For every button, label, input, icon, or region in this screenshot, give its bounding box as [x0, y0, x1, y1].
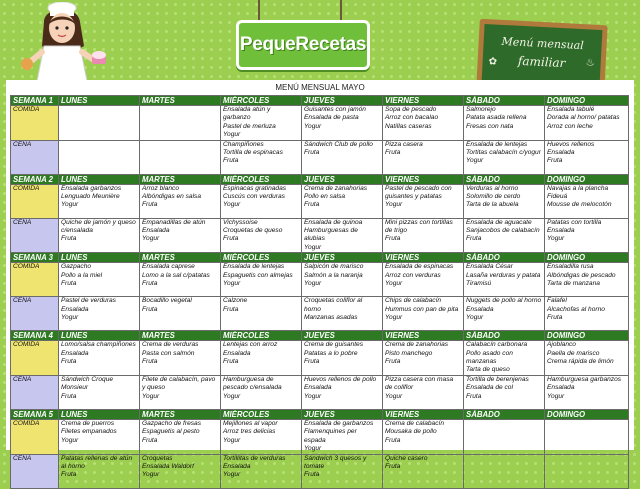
menu-cell: Ensalada César Lasaña verduras y patata Tiramisú [464, 263, 545, 297]
menu-cell: Sopa de pescado Arroz con bacalao Natillas caseras [383, 106, 464, 141]
day-header: MARTES [140, 409, 221, 419]
menu-cell: Nuggets de pollo al horno Ensalada Yogur [464, 297, 545, 331]
menu-cell: Gazpacho de fresas Espaguetis al pesto Fruta [140, 419, 221, 454]
menu-cell: Ensaladilla rusa Albóndigas de pescado Tarta de manzana [545, 263, 629, 297]
menu-cell: Salmorejo Patata asada rellena Fresas con nata [464, 106, 545, 141]
comida-label: COMIDA [11, 263, 59, 297]
comida-row [11, 419, 629, 454]
day-header: VIERNES [383, 96, 464, 106]
comida-row [11, 106, 629, 141]
comida-label: COMIDA [11, 341, 59, 376]
day-header: VIERNES [383, 331, 464, 341]
menu-cell [59, 106, 140, 141]
menu-cell: Pastel de verduras Ensalada Yogur [59, 297, 140, 331]
menu-cell: Crema de calabacín Mousaka de pollo Fruta [383, 419, 464, 454]
day-header: SÁBADO [464, 253, 545, 263]
comida-label: COMIDA [11, 106, 59, 141]
menu-cell: Arroz blanco Albóndigas en salsa Fruta [140, 184, 221, 218]
menu-cell: Crema de zanahorias Pollo en salsa Fruta [302, 184, 383, 218]
chef-doodle-icon: ♨ [585, 57, 595, 69]
menu-cell: Croquetas Ensalada Waldorf Yogur [140, 454, 221, 488]
comida-label: COMIDA [11, 419, 59, 454]
day-header: LUNES [59, 409, 140, 419]
menu-table [10, 95, 629, 489]
comida-row [11, 184, 629, 218]
menu-cell: Ensalada de garbanzos Flamenquines per espada Yogur [302, 419, 383, 454]
day-header: MIÉRCOLES [221, 253, 302, 263]
menu-cell: Espinacas gratinadas Cuscús con verduras Yogur [221, 184, 302, 218]
day-header: MARTES [140, 96, 221, 106]
day-header: VIERNES [383, 409, 464, 419]
week-label: SEMANA 2 [11, 174, 59, 184]
day-header: JUEVES [302, 174, 383, 184]
cena-row [11, 375, 629, 409]
day-header: VIERNES [383, 253, 464, 263]
cena-label: CENA [11, 375, 59, 409]
menu-panel [6, 80, 634, 479]
day-header: DOMINGO [545, 174, 629, 184]
menu-cell: Guisantes con jamón Ensalada de pasta Yogur [302, 106, 383, 141]
menu-cell: Verduras al horno Solomillo de cerdo Tarta de la abuela [464, 184, 545, 218]
menu-cell [59, 140, 140, 174]
logo-string-right [340, 0, 342, 20]
week-header-row [11, 96, 629, 106]
menu-cell: Croquetas coliflor al horno Manzanas asadas [302, 297, 383, 331]
day-header: DOMINGO [545, 331, 629, 341]
menu-cell: Lomo/salsa champiñones Ensalada Fruta [59, 341, 140, 376]
menu-cell: Ensalada de lentejas Tortitas calabacín c/yogur Yogur [464, 140, 545, 174]
cena-label: CENA [11, 297, 59, 331]
day-header: JUEVES [302, 331, 383, 341]
day-header: MARTES [140, 331, 221, 341]
menu-cell [464, 454, 545, 488]
menu-cell: Salpicón de marisco Salmón a la naranja Yogur [302, 263, 383, 297]
menu-cell: Ensalada de aguacate Sanjacobos de calabacín Fruta [464, 218, 545, 253]
cena-row [11, 454, 629, 488]
menu-cell: Patatas rellenas de atún al horno Fruta [59, 454, 140, 488]
day-header: SÁBADO [464, 96, 545, 106]
menu-cell: Lentejas con arroz Ensalada Fruta [221, 341, 302, 376]
week-header-row [11, 331, 629, 341]
comida-row [11, 263, 629, 297]
week-label: SEMANA 3 [11, 253, 59, 263]
day-header: MIÉRCOLES [221, 331, 302, 341]
day-header: LUNES [59, 253, 140, 263]
day-header: MIÉRCOLES [221, 409, 302, 419]
menu-cell: Vichyssoise Croquetas de queso Fruta [221, 218, 302, 253]
menu-cell: Mejillones al vapor Arroz tres delicias Yogur [221, 419, 302, 454]
menu-cell [140, 140, 221, 174]
day-header: JUEVES [302, 96, 383, 106]
cena-row [11, 297, 629, 331]
menu-cell: Ensalada de lentejas Espaguetis con almejas Yogur [221, 263, 302, 297]
menu-cell: Sándwich Club de pollo Fruta [302, 140, 383, 174]
day-header: DOMINGO [545, 96, 629, 106]
menu-cell: Huevos rellenos de pollo Ensalada Yogur [302, 375, 383, 409]
menu-cell: Tortillitas de verduras Ensalada Yogur [221, 454, 302, 488]
menu-cell: Navajas a la plancha Fideuá Mousse de melocotón [545, 184, 629, 218]
comida-row [11, 341, 629, 376]
day-header: MIÉRCOLES [221, 174, 302, 184]
menu-cell: Pastel de pescado con guisantes y patatas Yogur [383, 184, 464, 218]
menu-cell [464, 419, 545, 454]
menu-cell: Huevos rellenos Ensalada Fruta [545, 140, 629, 174]
day-header: LUNES [59, 331, 140, 341]
week-header-row [11, 253, 629, 263]
menu-cell [545, 454, 629, 488]
site-logo[interactable]: PequeRecetas [236, 20, 370, 70]
week-header-row [11, 409, 629, 419]
chalkboard-line-2: familiar [517, 53, 566, 71]
menu-cell: Chips de calabacín Hummus con pan de pita Yogur [383, 297, 464, 331]
chalkboard-line-1: Menú mensual [501, 34, 585, 53]
menu-cell: Hamburguesa garbanzos Ensalada Yogur [545, 375, 629, 409]
menu-cell: Champiñones Tortilla de espinacas Fruta [221, 140, 302, 174]
menu-cell: Patatas con tortilla Ensalada Yogur [545, 218, 629, 253]
comida-label: COMIDA [11, 184, 59, 218]
cena-label: CENA [11, 454, 59, 488]
cena-row [11, 218, 629, 253]
menu-cell: Ensalada de quinoa Hamburguesas de alubias Yogur [302, 218, 383, 253]
menu-cell: Filete de calabacín, pavo y queso Yogur [140, 375, 221, 409]
menu-cell: Pizza casera con masa de coliflor Yogur [383, 375, 464, 409]
menu-cell: Pizza casera Fruta [383, 140, 464, 174]
day-header: SÁBADO [464, 331, 545, 341]
menu-title: MENÚ MENSUAL MAYO [275, 83, 365, 92]
day-header: DOMINGO [545, 253, 629, 263]
day-header: DOMINGO [545, 409, 629, 419]
menu-cell: Mini pizzas con tortillas de trigo Fruta [383, 218, 464, 253]
menu-cell: Sándwich Croque Monsieur Fruta [59, 375, 140, 409]
menu-cell: Hamburguesa de pescado c/ensalada Yogur [221, 375, 302, 409]
menu-cell: Calzone Fruta [221, 297, 302, 331]
menu-cell: Ensalada atún y garbanzo Pastel de merluza Yogur [221, 106, 302, 141]
day-header: MIÉRCOLES [221, 96, 302, 106]
day-header: SÁBADO [464, 409, 545, 419]
menu-cell [545, 419, 629, 454]
cena-label: CENA [11, 218, 59, 253]
menu-cell: Ajoblanco Paella de marisco Crema rápida de limón [545, 341, 629, 376]
day-header: SÁBADO [464, 174, 545, 184]
menu-cell: Bocadillo vegetal Fruta [140, 297, 221, 331]
week-header-row [11, 174, 629, 184]
menu-cell: Crema de zanahorias Pisto manchego Fruta [383, 341, 464, 376]
logo-string-left [258, 0, 260, 20]
day-header: MARTES [140, 174, 221, 184]
day-header: MARTES [140, 253, 221, 263]
menu-cell: Quiche casero Fruta [383, 454, 464, 488]
menu-cell: Empanadillas de atún Ensalada Yogur [140, 218, 221, 253]
cena-label: CENA [11, 140, 59, 174]
menu-cell: Ensalada garbanzos Lenguado Meunière Yogur [59, 184, 140, 218]
week-label: SEMANA 5 [11, 409, 59, 419]
menu-cell: Sándwich 3 quesos y tomate Fruta [302, 454, 383, 488]
menu-cell: Calabacín carbonara Pollo asado con manzanas Tarta de queso [464, 341, 545, 376]
menu-cell: Crema de guisantes Patatas a lo pobre Fruta [302, 341, 383, 376]
day-header: JUEVES [302, 253, 383, 263]
flower-doodle-icon: ✿ [488, 56, 498, 68]
menu-cell: Crema de verduras Pasta con salmón Fruta [140, 341, 221, 376]
cena-row [11, 140, 629, 174]
chef-girl-illustration [14, 2, 110, 86]
menu-cell: Ensalada de espinacas Arroz con verduras Yogur [383, 263, 464, 297]
site-header [0, 0, 640, 86]
day-header: LUNES [59, 174, 140, 184]
menu-cell: Ensalada tabulé Dorada al horno/ patatas Arroz con leche [545, 106, 629, 141]
day-header: VIERNES [383, 174, 464, 184]
menu-cell: Gazpacho Pollo a la miel Fruta [59, 263, 140, 297]
week-label: SEMANA 1 [11, 96, 59, 106]
menu-cell: Crema de puerros Filetes empanados Yogur [59, 419, 140, 454]
menu-cell: Falafel Alcachofas al horno Fruta [545, 297, 629, 331]
week-label: SEMANA 4 [11, 331, 59, 341]
day-header: JUEVES [302, 409, 383, 419]
day-header: LUNES [59, 96, 140, 106]
menu-cell: Ensalada caprese Lomo a la sal c/patatas Fruta [140, 263, 221, 297]
menu-cell: Quiche de jamón y queso c/ensalada Fruta [59, 218, 140, 253]
menu-cell: Tortilla de berenjenas Ensalada de col Fruta [464, 375, 545, 409]
menu-cell [140, 106, 221, 141]
